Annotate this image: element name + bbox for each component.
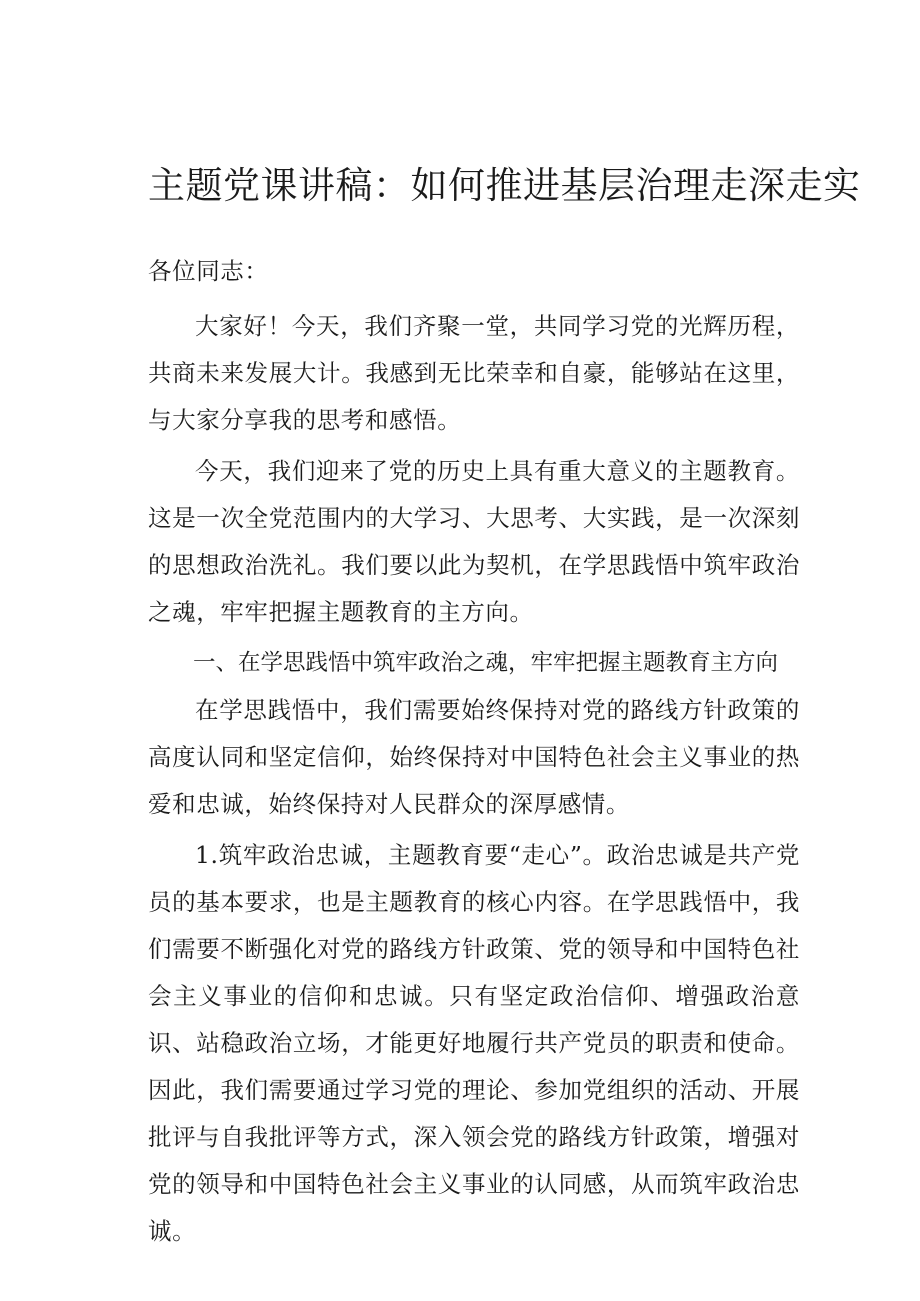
paragraph-greeting: 大家好！今天，我们齐聚一堂，共同学习党的光辉历程，共商未来发展大计。我感到无比荣幸和自豪，能够站在这里，与大家分享我的思考和感悟。 [148, 312, 800, 434]
paragraph-intro: 今天，我们迎来了党的历史上具有重大意义的主题教育。这是一次全党范围内的大学习、大思考、大实践，是一次深刻的思想政治洗礼。我们要以此为契机，在学思践悟中筑牢政治之魂，牢牢把握主题教育的主方向。 [148, 457, 800, 626]
document-body [148, 248, 800, 1255]
paragraph-section-intro: 在学思践悟中，我们需要始终保持对党的路线方针政策的高度认同和坚定信仰，始终保持对中国特色社会主义事业的热爱和忠诚，始终保持对人民群众的深厚感情。 [148, 696, 800, 818]
document-title: 主题党课讲稿：如何推进基层治理走深走实 [148, 164, 861, 207]
paragraph-point-1: 1.筑牢政治忠诚，主题教育要“走心”。政治忠诚是共产党员的基本要求，也是主题教育的核心内容。在学思践悟中，我们需要不断强化对党的路线方针政策、党的领导和中国特色社会主义事业的信仰和忠诚。只有坚定政治信仰、增强政治意识、站稳政治立场，才能更好地履行共产党员的职责和使命。因此，我们需要通过学习党的理论、参加党组织的活动、开展批评与自我批评等方式，深入领会党的路线方针政策，增强对党的领导和中国特色社会主义事业的认同感，从而筑牢政治忠诚。 [148, 841, 800, 1245]
salutation: 各位同志： [148, 257, 269, 285]
section-heading: 一、在学思践悟中筑牢政治之魂，牢牢把握主题教育主方向 [193, 650, 779, 676]
